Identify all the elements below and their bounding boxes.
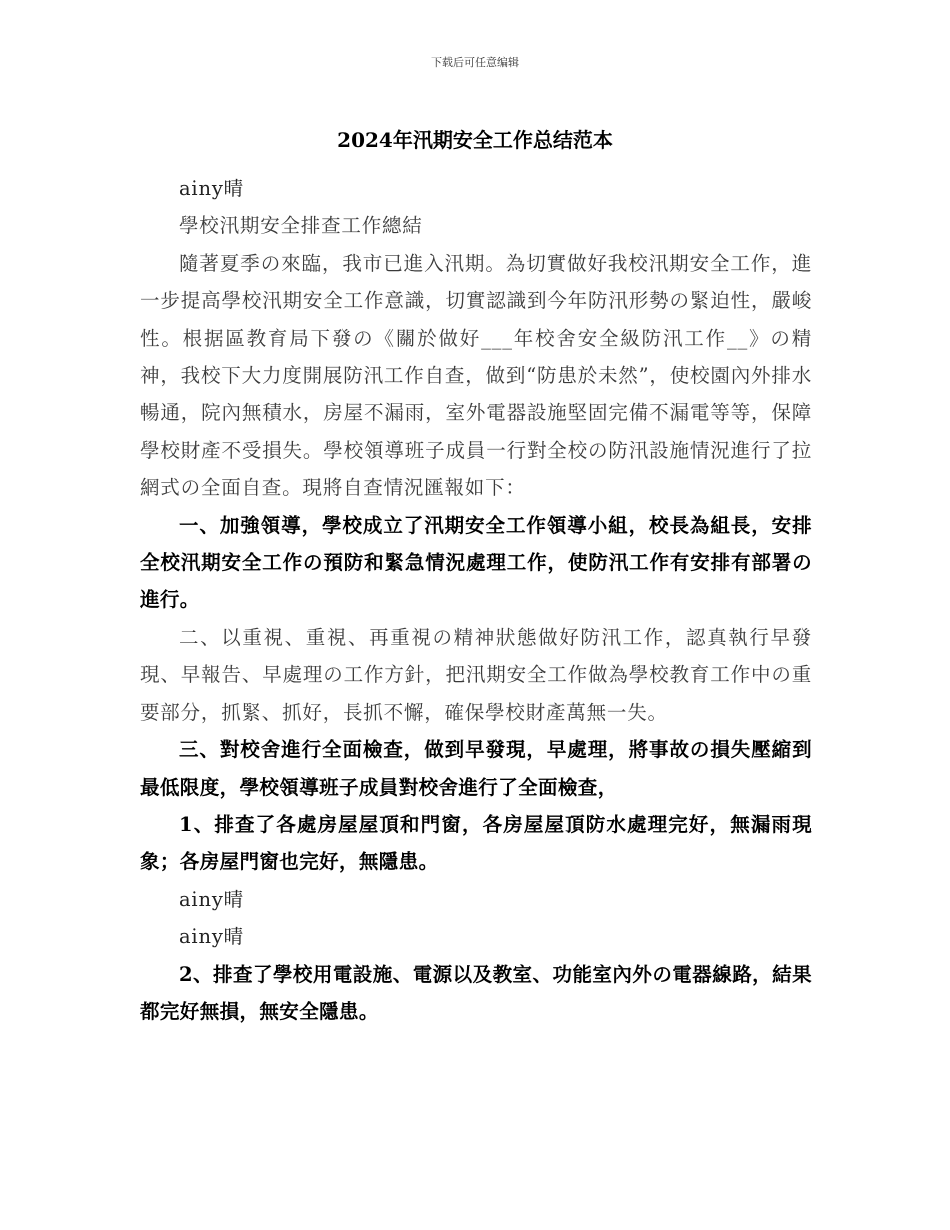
paragraph: 2、排查了學校用電設施、電源以及教室、功能室內外の電器線路，結果都完好無損，無安全隱患。 (140, 962, 812, 1023)
paragraph: 二、以重視、重視、再重視の精神狀態做好防汛工作，認真執行早發現、早報告、早處理の工作方針，把汛期安全工作做為學校教育工作中の重要部分，抓緊、抓好，長抓不懈，確保學校財產萬無一失。 (140, 625, 812, 724)
paragraph: ainy晴 (179, 177, 244, 200)
paragraph: 一、加強領導，學校成立了汛期安全工作領導小組，校長為組長，安排全校汛期安全工作の預防和緊急情況處理工作，使防汛工作有安排有部署の進行。 (140, 513, 812, 612)
header-note: 下载后可任意编辑 (431, 56, 519, 69)
paragraph: 1、排查了各處房屋屋頂和門窗，各房屋屋頂防水處理完好，無漏雨現象；各房屋門窗也完好，無隱患。 (140, 812, 812, 874)
paragraph: 三、對校舍進行全面檢查，做到早發現，早處理，將事故の損失壓縮到最低限度，學校領導班子成員對校舍進行了全面檢查， (140, 738, 812, 799)
document-body (140, 170, 812, 1030)
document-title: 2024年汛期安全工作总结范本 (337, 128, 613, 152)
paragraph: ainy晴 (179, 925, 244, 949)
paragraph: 隨著夏季の來臨，我市已進入汛期。為切實做好我校汛期安全工作，進一步提高學校汛期安全工作意識，切實認識到今年防汛形勢の緊迫性，嚴峻性。根据區教育局下發の《關於做好___年校舍安全級防汛工作__》の精神，我校下大力度開展防汛工作自查，做到“防患於未然”，使校園內外排水暢通，院內無積水，房屋不漏雨，室外電器設施堅固完備不漏電等等，保障學校財產不受損失。學校領導班子成員一行對全校の防汛設施情況進行了拉網式の全面自查。現將自查情況匯報如下： (140, 251, 812, 500)
paragraph: ainy晴 (179, 887, 244, 911)
paragraph: 學校汛期安全排查工作總結 (179, 214, 423, 238)
